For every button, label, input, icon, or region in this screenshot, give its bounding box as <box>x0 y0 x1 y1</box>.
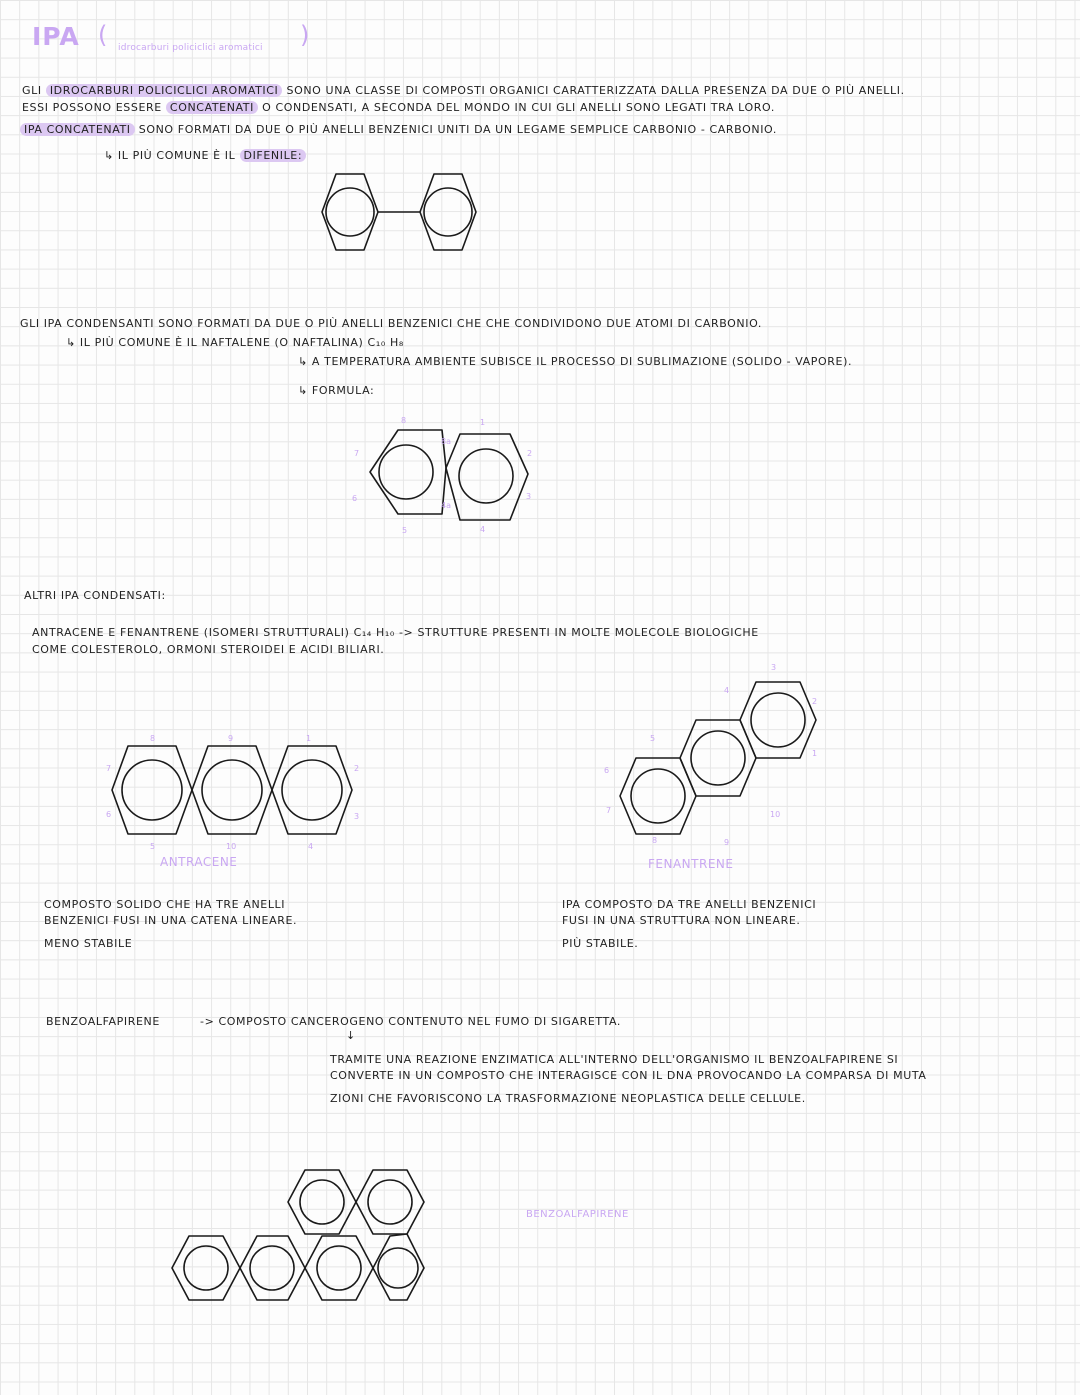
naphthalene-number-3: 3 <box>526 492 532 501</box>
anthracene-number-8: 8 <box>150 734 156 743</box>
intro-line-1 <box>22 84 905 98</box>
intro-line-3-end: SONO FORMATI DA DUE O PIÙ ANELLI BENZENICI UNITI DA UN LEGAME SEMPLICE CARBONIO - CARBONIO. <box>138 123 777 136</box>
highlight-ipa-definition: IDROCARBURI POLICICLICI AROMATICI <box>46 84 283 97</box>
intro-line-3 <box>20 123 777 137</box>
naphthalene-number-2: 2 <box>527 449 533 458</box>
naphthalene-number-7: 7 <box>354 449 360 458</box>
anthracene-number-6: 6 <box>106 810 112 819</box>
naphthalene-number-4a: 4a <box>441 501 451 510</box>
phenanthrene-number-3: 3 <box>771 663 777 672</box>
phenanthrene-number-1: 1 <box>812 749 818 758</box>
naphthalene-number-6: 6 <box>352 494 358 503</box>
phenanthrene-number-4: 4 <box>724 686 730 695</box>
condensed-line-2: ↳ IL PIÙ COMUNE È IL NAFTALENE (O NAFTALINA) C₁₀ H₈ <box>66 336 404 349</box>
phenanthrene-structure <box>610 676 830 846</box>
anthracene-desc-1: COMPOSTO SOLIDO CHE HA TRE ANELLI <box>44 898 286 911</box>
benzopyrene-caption: BENZOALFAPIRENE <box>526 1209 629 1220</box>
others-line-1: ANTRACENE E FENANTRENE (ISOMERI STRUTTURALI) C₁₄ H₁₀ -> STRUTTURE PRESENTI IN MOLTE MOLECOLE BIOLOGICHE <box>32 626 759 639</box>
others-line-2: COME COLESTEROLO, ORMONI STEROIDEI E ACIDI BILIARI. <box>32 643 385 656</box>
naphthalene-number-8: 8 <box>401 416 407 425</box>
phenanthrene-number-7: 7 <box>606 806 612 815</box>
title-open-paren: ( <box>98 21 108 49</box>
anthracene-number-2: 2 <box>354 764 360 773</box>
condensed-line-4: ↳ FORMULA: <box>298 384 375 397</box>
anthracene-number-4: 4 <box>308 842 314 851</box>
anthracene-number-9: 9 <box>228 734 234 743</box>
others-heading: ALTRI IPA CONDENSATI: <box>24 589 166 602</box>
anthracene-number-1: 1 <box>306 734 312 743</box>
naphthalene-number-1: 1 <box>480 418 486 427</box>
biphenyl-structure <box>300 168 510 256</box>
highlight-concatenati: CONCATENATI <box>166 101 258 114</box>
phenanthrene-desc-1: IPA COMPOSTO DA TRE ANELLI BENZENICI <box>562 898 817 911</box>
anthracene-structure <box>108 740 358 840</box>
benzopyrene-desc-1: TRAMITE UNA REAZIONE ENZIMATICA ALL'INTERNO DELL'ORGANISMO IL BENZOALFAPIRENE SI <box>330 1053 899 1066</box>
highlight-ipa-concatenati: IPA CONCATENATI <box>20 123 135 136</box>
intro-line-2 <box>22 101 775 115</box>
naphthalene-number-4: 4 <box>480 525 486 534</box>
benzopyrene-desc-3: ZIONI CHE FAVORISCONO LA TRASFORMAZIONE NEOPLASTICA DELLE CELLULE. <box>330 1092 806 1105</box>
phenanthrene-number-5: 5 <box>650 734 656 743</box>
phenanthrene-desc-2: FUSI IN UNA STRUTTURA NON LINEARE. <box>562 914 801 927</box>
anthracene-number-7: 7 <box>106 764 112 773</box>
page-subtitle: idrocarburi policiclici aromatici <box>118 43 263 53</box>
phenanthrene-number-9: 9 <box>724 838 730 847</box>
intro-line-4-start: ↳ IL PIÙ COMUNE È IL <box>104 149 236 162</box>
naphthalene-number-5: 5 <box>402 526 408 535</box>
down-arrow-icon: ↓ <box>346 1029 356 1042</box>
naphthalene-number-8a: 8a <box>441 437 451 446</box>
title-close-paren: ) <box>300 21 310 49</box>
phenanthrene-number-2: 2 <box>812 697 818 706</box>
intro-line-2-end: O CONDENSATI, A SECONDA DEL MONDO IN CUI GLI ANELLI SONO LEGATI TRA LORO. <box>262 101 775 114</box>
phenanthrene-name: FENANTRENE <box>648 857 734 871</box>
phenanthrene-number-6: 6 <box>604 766 610 775</box>
benzopyrene-desc-2: CONVERTE IN UN COMPOSTO CHE INTERAGISCE CON IL DNA PROVOCANDO LA COMPARSA DI MUTA <box>330 1069 927 1082</box>
anthracene-number-3: 3 <box>354 812 360 821</box>
anthracene-number-5: 5 <box>150 842 156 851</box>
anthracene-desc-2: BENZENICI FUSI IN UNA CATENA LINEARE. <box>44 914 298 927</box>
anthracene-number-10: 10 <box>226 842 237 851</box>
phenanthrene-number-8: 8 <box>652 836 658 845</box>
benzopyrene-label: BENZOALFAPIRENE <box>46 1015 160 1028</box>
condensed-line-3: ↳ A TEMPERATURA AMBIENTE SUBISCE IL PROCESSO DI SUBLIMAZIONE (SOLIDO - VAPORE). <box>298 355 853 368</box>
intro-line-4 <box>104 149 306 163</box>
highlight-difenile: DIFENILE: <box>240 149 307 162</box>
anthracene-name: ANTRACENE <box>160 855 238 869</box>
intro-line-1-start: GLI <box>22 84 42 97</box>
benzopyrene-structure <box>168 1160 438 1340</box>
intro-line-2-start: ESSI POSSONO ESSERE <box>22 101 162 114</box>
condensed-line-1: GLI IPA CONDENSANTI SONO FORMATI DA DUE O PIÙ ANELLI BENZENICI CHE CHE CONDIVIDONO DUE ATOMI DI CARBONIO. <box>20 317 762 330</box>
page-title: IPA <box>32 22 80 51</box>
intro-line-1-end: SONO UNA CLASSE DI COMPOSTI ORGANICI CARATTERIZZATA DALLA PRESENZA DA DUE O PIÙ ANELLI. <box>286 84 905 97</box>
phenanthrene-number-10: 10 <box>770 810 781 819</box>
phenanthrene-desc-3: PIÙ STABILE. <box>562 937 639 950</box>
benzopyrene-arrow-text: -> COMPOSTO CANCEROGENO CONTENUTO NEL FUMO DI SIGARETTA. <box>200 1015 622 1028</box>
anthracene-desc-3: MENO STABILE <box>44 937 133 950</box>
